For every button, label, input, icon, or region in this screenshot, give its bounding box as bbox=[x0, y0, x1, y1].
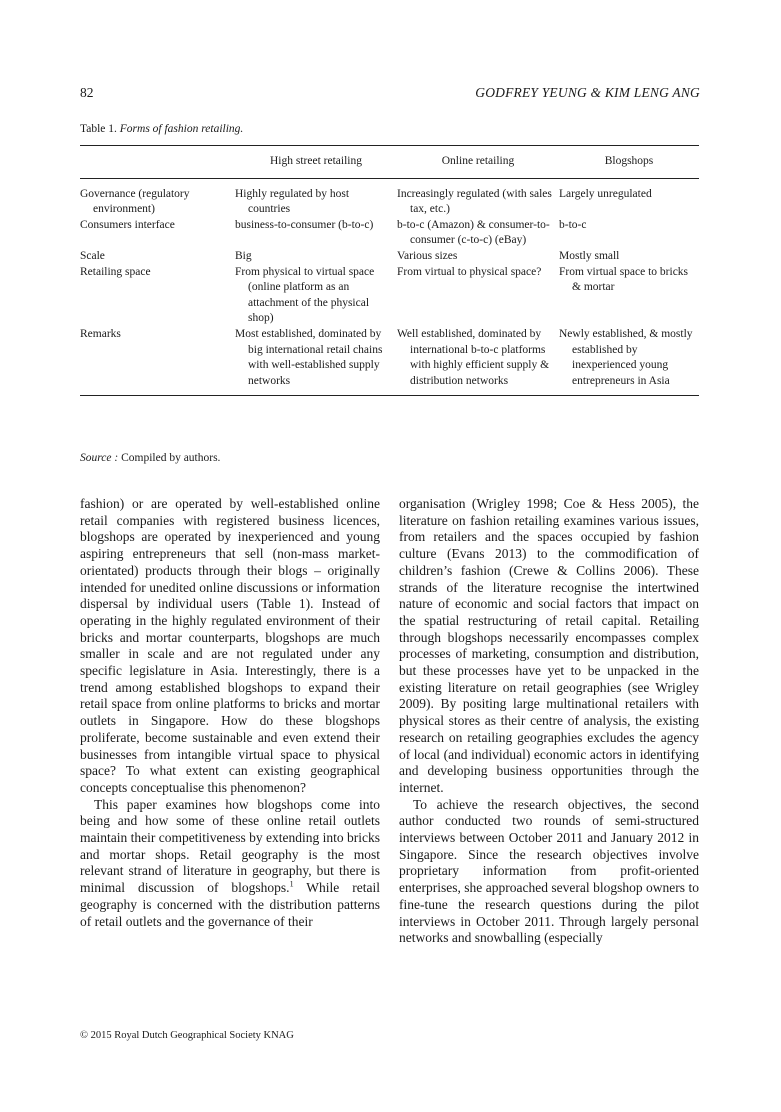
table-cell: Largely unregulated bbox=[559, 187, 652, 200]
table-header-cell bbox=[80, 146, 235, 179]
table-row-label: Retailing space bbox=[80, 265, 151, 278]
table-cell: b-to-c (Amazon) & consumer-to-consumer (c-to-c) (eBay) bbox=[397, 218, 550, 247]
table-header-cell: Blogshops bbox=[559, 146, 699, 179]
footnote-marker: 1 bbox=[289, 879, 294, 889]
table-row bbox=[80, 178, 699, 218]
body-paragraph: organisation (Wrigley 1998; Coe & Hess 2005), the literature on fashion retailing examines various issues, from retailers and the spaces occupied by fashion culture (Evans 2013) to the commodification of children’s fashion (Crewe & Collins 2006). These strands of the literature recognise the intertwined nature of economic and social factors that impact on the spatial restructuring of retail capital. Retailing through blogshops necessarily encompasses complex processes of marketing, consumption and distribution, but these processes have yet to be unpacked in the existing literature on retail geographies (see Wrigley 2009). By positing large multinational retailers with physical stores as their centre of analysis, the existing research on retailing geographies excludes the agency of local (and individual) economic actors in identifying and developing business opportunities through the internet. bbox=[399, 496, 699, 795]
right-column bbox=[399, 496, 699, 947]
forms-of-fashion-retailing-table bbox=[80, 145, 699, 396]
table-cell: Increasingly regulated (with sales tax, etc.) bbox=[397, 187, 552, 216]
table-cell: Well established, dominated by international b-to-c platforms with highly efficient supply & distribution networks bbox=[397, 327, 550, 387]
table-caption bbox=[80, 123, 243, 135]
page-number: 82 bbox=[80, 85, 94, 100]
table-cell: From virtual space to bricks & mortar bbox=[559, 265, 689, 294]
table-row bbox=[80, 249, 699, 265]
table-row-label: Scale bbox=[80, 249, 105, 262]
table-header-cell: Online retailing bbox=[397, 146, 559, 179]
source-label: Source : bbox=[80, 452, 119, 464]
table-cell: Mostly small bbox=[559, 249, 620, 262]
table-row-label: Governance (regulatory environment) bbox=[80, 187, 190, 216]
table-header-row bbox=[80, 146, 699, 179]
table-caption-label: Table 1. bbox=[80, 123, 117, 135]
body-paragraph: To achieve the research objectives, the second author conducted two rounds of semi-structured interviews between October 2011 and January 2012 in Singapore. Since the research objectives involve proprietary information from profit-oriented enterprises, she approached several blogshop owners to fine-tune the research questions during the pilot interviews in October 2011. Through largely personal networks and snowballing (especially bbox=[399, 796, 699, 946]
table-cell: business-to-consumer (b-to-c) bbox=[235, 218, 374, 231]
table-row-label: Consumers interface bbox=[80, 218, 175, 231]
table-source-note bbox=[80, 452, 220, 464]
source-text: Compiled by authors. bbox=[121, 452, 221, 464]
table-cell: Newly established, & mostly established by inexperienced young entrepreneurs in Asia bbox=[559, 327, 693, 387]
table-cell: Highly regulated by host countries bbox=[235, 187, 350, 216]
running-head: GODFREY YEUNG & KIM LENG ANG bbox=[475, 85, 700, 100]
table-cell: Various sizes bbox=[397, 249, 458, 262]
table-row bbox=[80, 327, 699, 396]
table-cell: b-to-c bbox=[559, 218, 587, 231]
left-column bbox=[80, 496, 380, 930]
table-cell: Big bbox=[235, 249, 252, 262]
table-cell: From virtual to physical space? bbox=[397, 265, 542, 278]
copyright-footer: © 2015 Royal Dutch Geographical Society KNAG bbox=[80, 1030, 294, 1041]
forms-table-wrapper bbox=[80, 145, 699, 396]
table-row bbox=[80, 218, 699, 249]
table-row bbox=[80, 265, 699, 327]
paragraph-text: While retail geography is concerned with the distribution patterns of retail outlets and the governance of their bbox=[80, 880, 380, 929]
body-paragraph bbox=[80, 797, 380, 931]
body-paragraph: fashion) or are operated by well-established online retail companies with registered business licences, blogshops are operated by inexperienced and young aspiring entrepreneurs that sell (non-mass market-orientated) products through their blogs – originally intended for unedited online discussions or information dispersal by individual users (Table 1). Instead of operating in the highly regulated environment of their bricks and mortar counterparts, blogshops are much smaller in scale and are not regulated under any specific legislature in Asia. Interestingly, there is a trend among established blogshops to expand their retail space from online platforms to bricks and mortar outlets in Singapore. How do these blogshops proliferate, become sustainable and even extend their businesses from intangible virtual space to physical space? To what extent can existing geographical concepts conceptualise this phenomenon? bbox=[80, 496, 380, 795]
paragraph-text: This paper examines how blogshops come into being and how some of these online retail outlets maintain their competitiveness by extending into bricks and mortar shops. Retail geography is the most relevant strand of literature in geography, but there is minimal discussion of blogshops. bbox=[80, 796, 380, 896]
table-header-cell: High street retailing bbox=[235, 146, 397, 179]
table-row-label: Remarks bbox=[80, 327, 121, 340]
table-cell: Most established, dominated by big international retail chains with well-established supply networks bbox=[235, 327, 383, 387]
table-cell: From physical to virtual space (online platform as an attachment of the physical shop) bbox=[235, 265, 375, 325]
table-caption-title: Forms of fashion retailing. bbox=[119, 123, 244, 135]
